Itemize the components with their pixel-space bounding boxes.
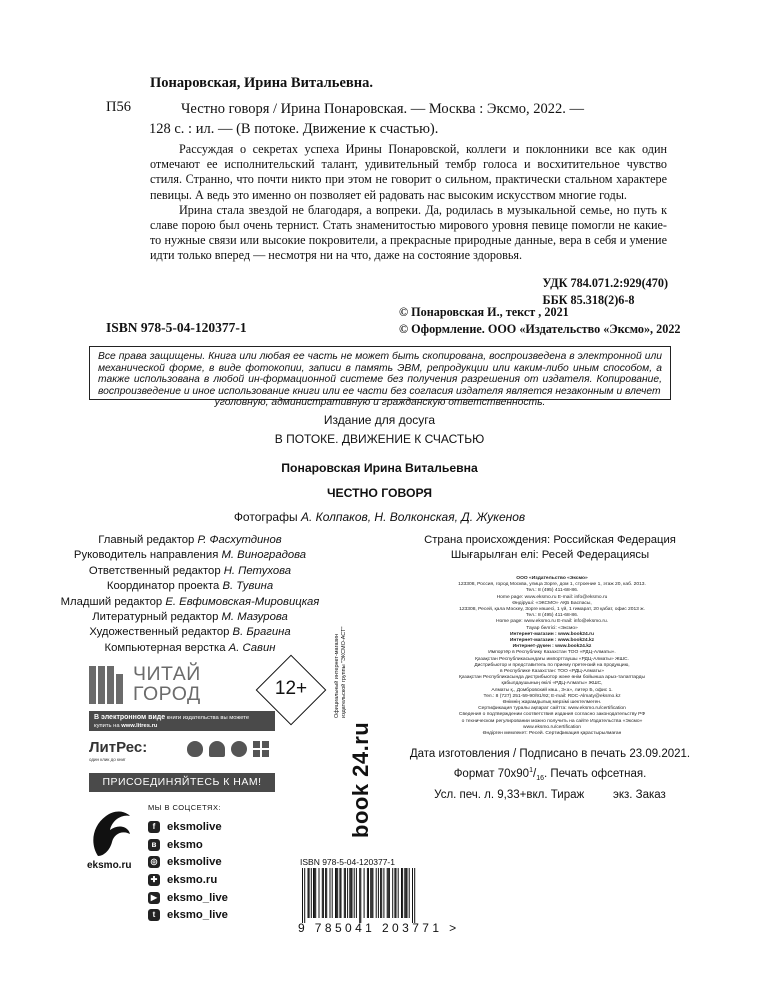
eksmo-logo-icon <box>88 806 138 864</box>
publisher-line: Сведения о подтверждении соответствия издания согласно законодательству РФ <box>458 712 646 718</box>
country-kz: Шығарылған елі: Ресей Федерациясы <box>450 549 650 562</box>
credit-line: Главный редактор Р. Фасхутдинов <box>98 534 282 546</box>
class-mark: П56 <box>106 99 131 115</box>
publisher-line: Интернет-магазин : www.book24.kz <box>509 638 595 644</box>
xbox-icon <box>231 741 247 757</box>
rights-last-line: уголовную, административную и гражданскую ответственность. <box>214 397 546 409</box>
print-date: Дата изготовления / Подписано в печать 23.09.2021. <box>409 748 691 760</box>
credit-line: Младший редактор Е. Евфимовская-Мировицкая <box>60 595 320 608</box>
rights-text: Все права защищены. Книга или любая ее часть не может быть скопирована, воспроизведена в электронной или механической форме, в виде фотокопии, записи в память ЭВМ, репродукции или каким-либо иным способом, а также использована в любой ин-формационной системе без получения разрешения от издателя. Копирование, воспроизведение и иное использование книги или ее части без согласия издателя является незаконным и влечет <box>98 351 662 397</box>
litres-tagline: один клик до книг <box>89 757 126 762</box>
social-item: ✚ eksmo.ru <box>148 871 228 889</box>
publisher-line: о техническом регулировании можно получить на сайте Издательства «Эксмо» <box>461 718 643 724</box>
social-item: ▶ eksmo_live <box>148 889 228 907</box>
barcode-icon <box>300 868 420 923</box>
book24-text: book 24.ru <box>348 721 373 838</box>
print-format: Формат $70х90^1/_{16}$. Печать офсетная. <box>453 766 647 782</box>
chitai-gorod-logo <box>89 663 275 707</box>
production-details <box>385 746 715 804</box>
vk-icon: в <box>148 839 160 851</box>
credit-line: Руководитель направления М. Виноградова <box>73 549 307 562</box>
odnoklassniki-icon: ✚ <box>148 874 160 886</box>
publisher-line: www.eksmo.ru/certification <box>523 724 581 730</box>
publisher-line: Тел.: 8 (727) 251-59-90/91/92; E-mail: RDC-Almaty@eksmo.kz <box>483 693 621 699</box>
publisher-line: 123308, Ресей, қала Мәскеу, Зорге көшесі, 1 үй, 1 ғимарат, 20 қабат, офис 2013 ж. <box>459 607 645 613</box>
publisher-line: Қазақстан Республикасында дистрибьютор және өнім бойынша арыз-талаптарды <box>458 675 646 681</box>
barcode-isbn: ISBN 978-5-04-120377-1 <box>300 857 395 867</box>
imprint-author: Понаровская Ирина Витальевна <box>281 461 478 475</box>
publisher-line: Интернет-дүкен : www.book24.kz <box>512 644 592 650</box>
publisher-line: Тел.: 8 (495) 411-68-86. <box>525 588 579 594</box>
publisher-line: Home page: www.eksmo.ru E-mail: info@eksmo.ru. <box>495 619 609 625</box>
series-name: В ПОТОКЕ. ДВИЖЕНИЕ К СЧАСТЬЮ <box>274 432 485 446</box>
age-rating: 12+ <box>274 678 308 699</box>
social-item: f eksmolive <box>148 818 228 836</box>
publisher-line: Сертификация туралы ақпарат сайтта: www.eksmo.ru/certification <box>478 706 626 712</box>
annotation-paragraph: Ирина стала звездой не благодаря, а вопреки. Да, родилась в музыкальной семье, но путь к славе порою был очень тернист. Стать знаменитостью мирового уровня певице помогли не какие-то нужные связи или высокие покровители, а прекрасные природные данные, вера в себя и умение идти только вперед — несмотря ни на что, даже на состояние здоровья. <box>150 202 667 263</box>
publisher-line: Home page: www.eksmo.ru E-mail: info@eksmo.ru <box>496 594 608 600</box>
author-heading: Понаровская, Ирина Витальевна. <box>150 75 373 91</box>
apple-icon <box>187 741 203 757</box>
windows-icon <box>253 741 269 757</box>
social-item: t eksmo_live <box>148 906 228 924</box>
twitter-icon: t <box>148 909 160 921</box>
join-us-banner: ПРИСОЕДИНЯЙТЕСЬ К НАМ! <box>89 773 275 792</box>
credit-line: Литературный редактор М. Мазурова <box>92 611 288 624</box>
credit-line: Художественный редактор В. Брагина <box>89 626 291 639</box>
udk-code: УДК 784.071.2:929(470) <box>542 276 668 290</box>
print-run: Усл. печ. л. 9,33+вкл. Тираж экз. Заказ <box>434 789 666 802</box>
instagram-icon: ◎ <box>148 856 160 868</box>
gorod-line: ГОРОД <box>133 683 201 705</box>
publisher-line: қабылдаушының өкілі «РДЦ-Алматы» ЖШС, <box>501 681 603 687</box>
photographers <box>0 510 759 524</box>
publisher-line: ООО «Издательство «Эксмо» <box>516 576 588 581</box>
publisher-line: Дистрибьютор и представитель по приему претензий на продукцию, <box>474 662 630 668</box>
photo-label: Фотографы <box>233 510 298 524</box>
photo-names: А. Колпаков, Н. Волконская, Д. Жукенов <box>300 510 526 524</box>
publisher-line: в Республике Казахстан: ТОО «РДЦ-Алматы» <box>500 669 604 675</box>
credit-line: Координатор проекта В. Тувина <box>106 580 274 593</box>
country-of-origin <box>380 533 720 564</box>
litres-logo: ЛитРес: <box>89 739 148 756</box>
social-title: МЫ В СОЦСЕТЯХ: <box>148 803 222 812</box>
copyright-design: © Оформление. ООО «Издательство «Эксмо», 2022 <box>399 322 681 336</box>
litres-block <box>89 739 275 765</box>
credit-line: Ответственный редактор Н. Петухова <box>88 564 292 577</box>
book24-logo <box>347 620 377 840</box>
publisher-line: Тел.: 8 (495) 411-68-86. <box>525 613 579 619</box>
biblio-line-1: Честно говоря / Ирина Понаровская. — Москва : Эксмо, 2022. — <box>181 101 584 117</box>
facebook-icon: f <box>148 821 160 833</box>
annotation <box>150 142 667 264</box>
ebook-banner: В электронном виде книги издательства вы можете купить на www.litres.ru <box>89 711 275 731</box>
social-item: в eksmo <box>148 836 228 854</box>
publisher-line: Интернет-магазин : www.book24.ru <box>510 631 594 637</box>
publisher-line: 123308, Россия, город Москва, улица Зорге, дом 1, строение 1, этаж 20, каб. 2013. <box>458 582 646 588</box>
social-list <box>148 818 228 924</box>
social-item: ◎ eksmolive <box>148 853 228 871</box>
publisher-line: Тауар белгісі: «Эксмо» <box>526 625 578 631</box>
imprint-title: ЧЕСТНО ГОВОРЯ <box>326 486 433 500</box>
chitai-gorod-mark-icon <box>89 666 125 704</box>
bibliographic-record <box>149 99 667 139</box>
publisher-line: Импортёр в Республику Казахстан ТОО «РДЦ-Алматы». <box>488 650 616 656</box>
chitai-line: ЧИТАЙ <box>133 663 201 685</box>
publisher-line: Алматы қ., Домбровский көш., 3«а», литер Б, офис 1. <box>491 687 613 693</box>
annotation-paragraph: Рассуждая о секретах успеха Ирины Понаровской, коллеги и поклонники все как один отмечают ее исполнительский талант, удивительный тембр голоса и восхитительное чувство стиля. Странно, что почти никто при этом не говорит о сильном, практически стальном характере певицы. А ведь это именно он позволяет ей радовать нас высоким искусством многие годы. <box>150 142 667 202</box>
copyright-block <box>399 304 681 338</box>
publisher-line: Қазақстан Республикасындағы импорттаушы «РДЦ-Алматы» ЖШС. <box>475 656 629 662</box>
official-store-text: Официальный интернет-магазин издательской группы "ЭКСМО-АСТ" <box>334 626 347 718</box>
isbn-number: ISBN 978-5-04-120377-1 <box>106 320 247 335</box>
publisher-line: Өндіруші: «ЭКСМО» АҚБ Баспасы, <box>512 600 592 606</box>
rights-notice-box <box>89 346 671 409</box>
country-ru: Страна происхождения: Российская Федерация <box>424 534 676 546</box>
barcode-number: 9 785041 203771 > <box>298 921 460 935</box>
credit-line: Компьютерная верстка А. Савин <box>104 641 276 654</box>
biblio-line-2: 128 с. : ил. — (В потоке. Движение к счастью). <box>149 121 439 137</box>
publisher-line: Өнімнің жарамдылық мерзімі шектелмеген. <box>502 700 602 706</box>
edition-type: Издание для досуга <box>323 413 436 427</box>
publisher-details <box>393 576 711 737</box>
copyright-text: © Понаровская И., текст , 2021 <box>399 305 569 319</box>
publisher-line: Өндірген мемлекет: Ресей. Сертификация қарастырылмаған <box>482 731 622 737</box>
youtube-icon: ▶ <box>148 892 160 904</box>
bbk-code: ББК 85.318(2)6-8 <box>542 293 635 307</box>
android-icon <box>209 741 225 757</box>
eksmo-site-label: eksmo.ru <box>87 860 132 871</box>
